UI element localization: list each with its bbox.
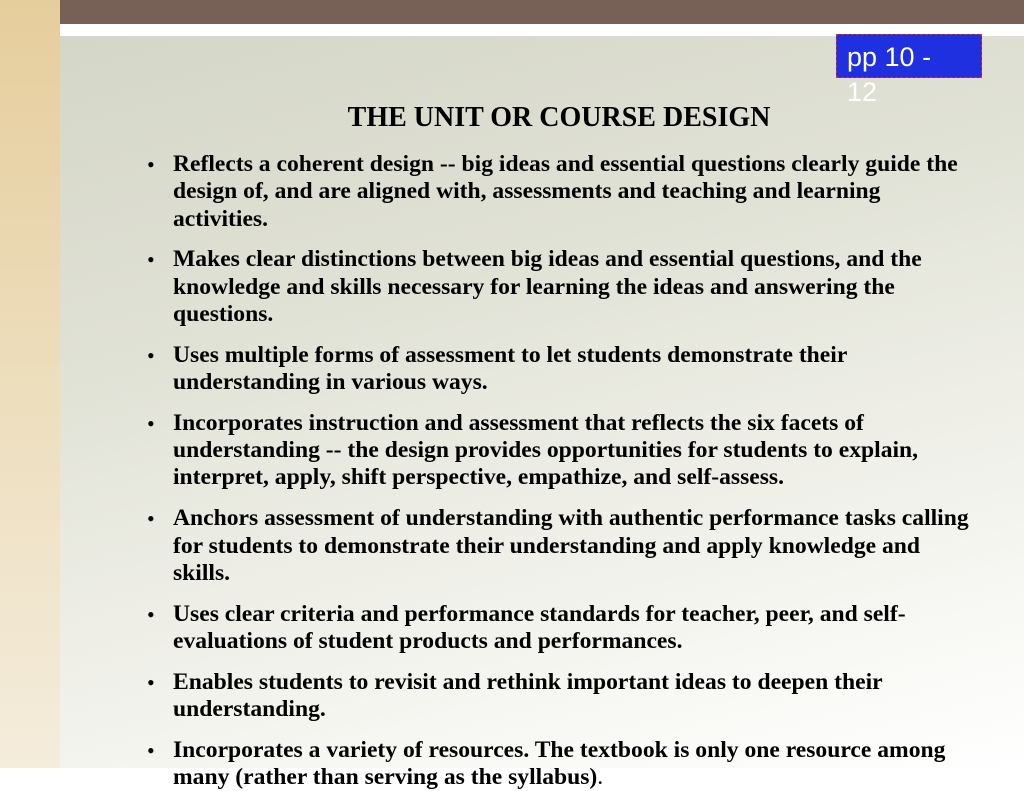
bullet-item <box>147 737 969 791</box>
bullet-text-tail: . <box>597 764 604 791</box>
left-accent-strip <box>0 0 60 768</box>
bullet-text: Anchors assessment of understanding with authentic performance tasks calling for students to demonstrate their understanding and apply knowledge and skills. <box>173 505 969 586</box>
bullet-text: Incorporates instruction and assessment that reflects the six facets of understanding -- the design provides opportunities for students to explain, interpret, apply, shift perspective, empathize, and self-assess. <box>173 409 919 491</box>
bullet-text: Reflects a coherent design -- big ideas and essential questions clearly guide the design of, and are aligned with, assessments and teaching and learning activities. <box>173 151 958 232</box>
bullet-mark: • <box>147 410 155 436</box>
bullet-text: Enables students to revisit and rethink important ideas to deepen their understanding. <box>173 668 883 723</box>
bullet-item <box>147 505 969 587</box>
bullet-item <box>147 246 969 328</box>
bullet-text: Makes clear distinctions between big ideas and essential questions, and the knowledge and skills necessary for learning the ideas and answering the questions. <box>173 246 922 327</box>
bullet-mark: • <box>147 247 155 273</box>
bullet-mark: • <box>147 669 155 695</box>
bullet-item <box>147 669 969 724</box>
bullet-item <box>147 151 969 233</box>
bullet-text: Uses clear criteria and performance standards for teacher, peer, and self-evaluations of student products and performances. <box>173 600 906 654</box>
bullet-item <box>147 410 969 492</box>
page-ref-label: pp 10 - 12 <box>847 42 932 107</box>
bullet-text: Uses multiple forms of assessment to let students demonstrate their understanding in various ways. <box>173 341 847 396</box>
bullet-text: Incorporates a variety of resources. The textbook is only one resource among many (rather than serving as the syllabus) <box>173 736 946 791</box>
bullet-mark: • <box>147 342 155 368</box>
bullet-mark: • <box>147 601 155 627</box>
page-ref-box <box>836 34 982 107</box>
bullet-text-container <box>173 737 969 791</box>
bullet-item <box>147 342 969 397</box>
bullet-list <box>147 151 969 791</box>
bullet-item <box>147 601 969 656</box>
bullet-mark: • <box>147 737 155 763</box>
bullet-mark: • <box>147 506 155 532</box>
bullet-mark: • <box>147 152 155 177</box>
slide-title: THE UNIT OR COURSE DESIGN <box>347 102 771 133</box>
top-bar <box>60 0 1024 24</box>
